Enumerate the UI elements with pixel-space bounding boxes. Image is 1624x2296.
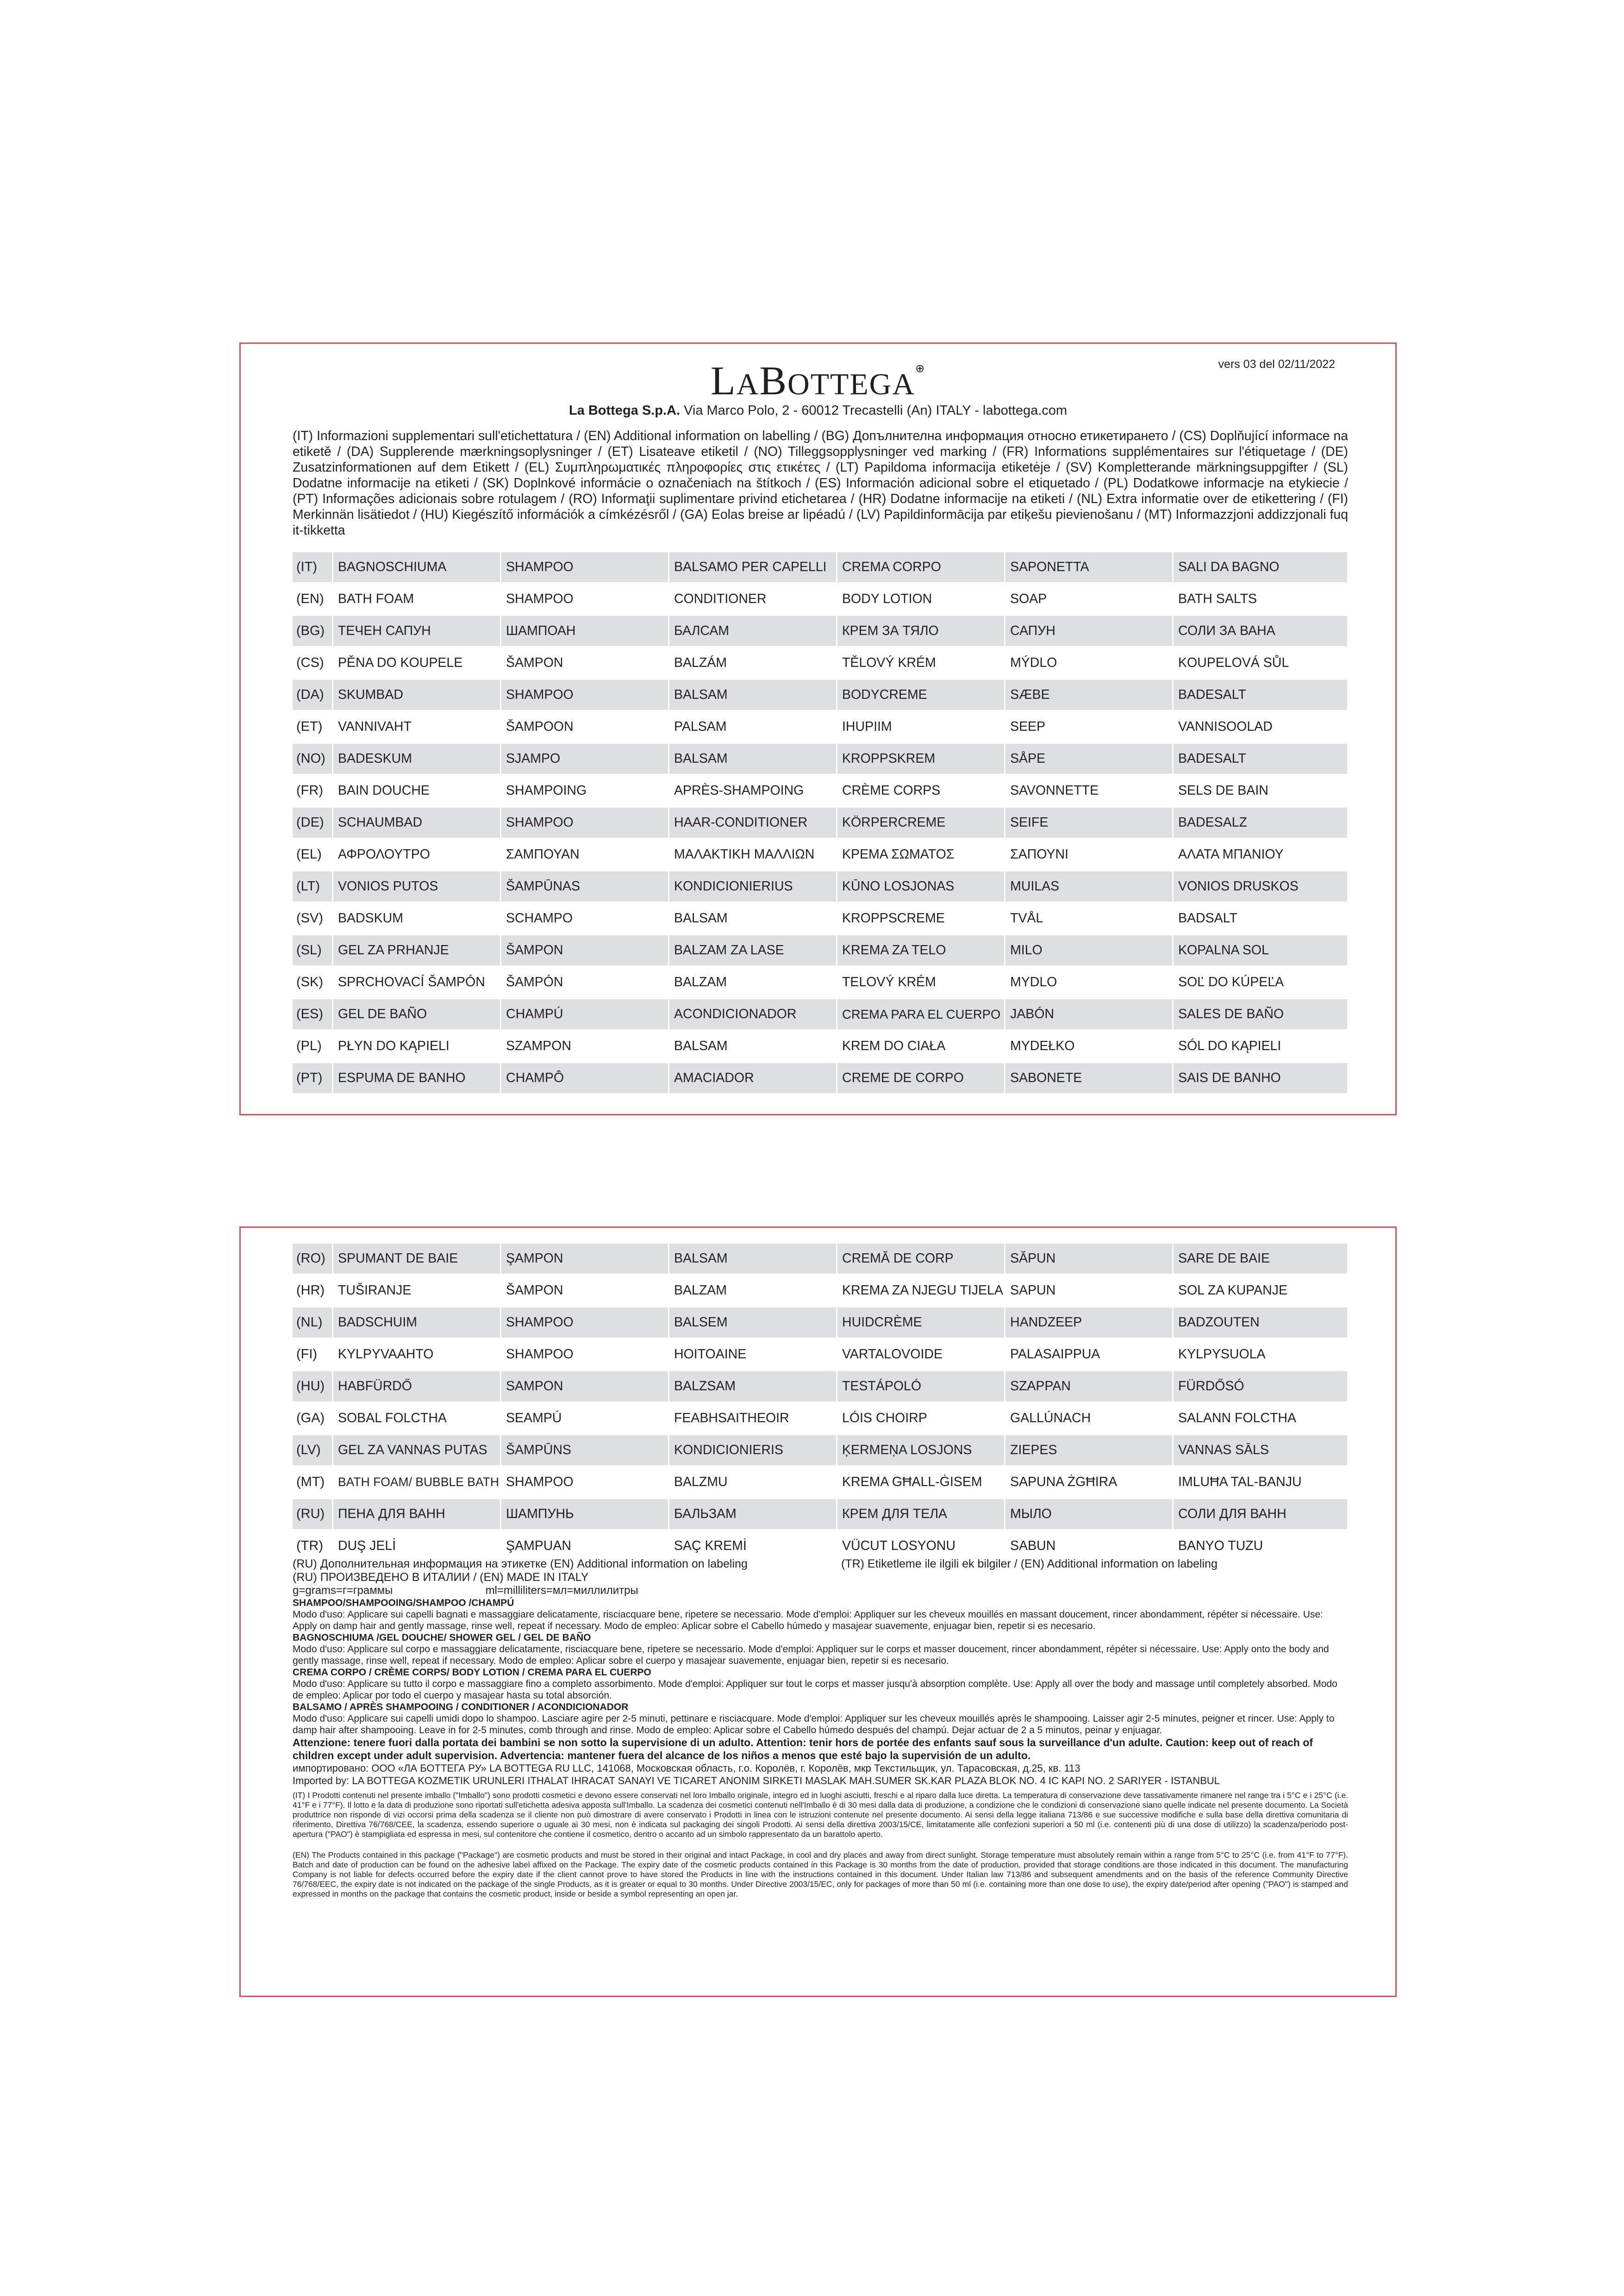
product-name-cell: KROPPSCREME [836,903,1004,933]
product-name-cell: KONDICIONIERIUS [668,871,836,902]
product-name-cell: VONIOS PUTOS [332,871,500,902]
legal-text-it: (IT) I Prodotti contenuti nel presente imballo ("Imballo") sono prodotti cosmetici e devono essere conservati nel loro Imballo originale, integro ed in luoghi asciutti, freschi e al riparo dalla luce diretta. La temperatura di conservazione deve tassativamente rimanere nel range tra i 5°C e i 25°C (i.e. 41°F e i 77°F). Il lotto e la data di produzione sono riportati sull'etichetta adesiva apposta sull'Imballo. La scadenza dei cosmetici contenuti nell'Imballo è di 30 mesi dalla data di produzione, a condizione che le condizioni di conservazione siano quelle indicate nel presente documento. La Società produttrice non risponde di vizi occorsi prima della scadenza se il cliente non può dimostrare di avere conservato i Prodotti in linea con le istruzioni contenute nel presente documento. Ai sensi della legge italiana 713/86 e sue successive modifiche e sulla base della direttiva comunitaria di riferimento, Direttiva 76/768/CEE, la scadenza, essendo superiore o uguale ai 30 mesi, non è indicata sul packaging dei singoli Prodotti. Ai sensi della direttiva 2003/15/CE, limitatamente alle confezioni superiori a 50 ml (i.e. contenenti più di una dose di utilizzo) la scadenza/periodo post-apertura ("PAO") è stampigliata ed espressa in mesi, sul contenitore che contiene il cosmetico, dentro o accanto ad un simbolo rappresentato da un barattolo aperto. [293,1791,1348,1839]
product-name-cell: BALSAMO PER CAPELLI [668,552,836,582]
product-name-cell: KREMA ZA NJEGU TIJELA [836,1276,1004,1306]
language-code: (BG) [293,616,332,646]
company-name: La Bottega S.p.A. [568,403,681,418]
importer-ru: импортировано: ООО «ЛА БОТТЕГА РУ» LA BOTTEGA RU LLC, 141068, Московская область, г.о. Королёв, г. Королёв, мкр Текстильщик, ул. Тарасовская, д.25, кв. 113 [293,1762,1081,1774]
product-name-cell: HAAR-CONDITIONER [668,808,836,838]
product-name-cell: KREM DO CIAŁA [836,1031,1004,1061]
product-name-cell: СОЛИ ДЛЯ ВАНН [1172,1499,1347,1529]
product-name-cell: ĶERMEŅA LOSJONS [836,1435,1004,1465]
product-name-cell: SARE DE BAIE [1172,1244,1347,1274]
product-name-cell: BATH FOAM/ BUBBLE BATH [332,1467,500,1497]
product-name-cell: MYDLO [1004,967,1172,997]
product-name-cell: BADSKUM [332,903,500,933]
conditioner-heading: BALSAMO / APRÈS SHAMPOOING / CONDITIONER / ACONDICIONADOR [293,1702,629,1712]
tr-label: (TR) Etiketleme ile ilgili ek bilgiler / (EN) Additional information on labeling [841,1557,1218,1570]
product-name-cell: MUILAS [1004,871,1172,902]
product-name-cell: BADESALT [1172,744,1347,774]
product-name-cell: BADZOUTEN [1172,1307,1347,1338]
language-code: (SK) [296,975,323,989]
table-row [293,935,1347,965]
product-name-cell: FÜRDŐSÓ [1172,1371,1347,1401]
language-code: (HR) [296,1283,325,1298]
table-row [293,584,1347,614]
product-name-cell: SKUMBAD [332,680,500,710]
table-row [293,1403,1347,1433]
product-name-cell: ΣΑΠΟΥΝΙ [1004,840,1172,870]
product-name-cell: ΚΡΕΜΑ ΣΩΜΑΤΟΣ [836,840,1004,870]
product-name-cell: BALZÁM [668,648,836,678]
product-name-cell: KROPPSKREM [836,744,1004,774]
table-row [293,1244,1347,1274]
product-name-cell: DUŞ JELİ [332,1531,500,1561]
language-code: (EN) [296,591,324,606]
product-name-cell: СОЛИ ЗА ВАНА [1172,616,1347,646]
product-name-cell: TUŠIRANJE [332,1276,500,1306]
table-row [293,1031,1347,1061]
product-name-cell: CREMĂ DE CORP [836,1244,1004,1274]
product-name-cell: PŁYN DO KĄPIELI [332,1031,500,1061]
product-name-cell: CONDITIONER [668,584,836,614]
product-name-cell: CREMA PARA EL CUERPO [836,999,1004,1029]
product-name-cell: ŠAMPŪNS [500,1435,668,1465]
language-code: (FR) [296,783,323,798]
product-name-cell: BAGNOSCHIUMA [332,552,500,582]
product-name-cell: SAÇ KREMİ [668,1531,836,1561]
product-name-cell: SAIS DE BANHO [1172,1063,1347,1093]
product-name-cell: BANYO TUZU [1172,1531,1347,1561]
product-name-cell: FEABHSAITHEOIR [668,1403,836,1433]
labeling-headers [293,1557,1348,1571]
product-name-cell: SAMPON [500,1371,668,1401]
product-name-cell: BATH FOAM [332,584,500,614]
product-name-cell: SPUMANT DE BAIE [332,1244,500,1274]
product-name-cell: БАЛСАМ [668,616,836,646]
product-name-cell: SALES DE BAÑO [1172,999,1347,1029]
made-in: (RU) ПРОИЗВЕДЕНО В ИТАЛИИ / (EN) MADE IN ITALY [293,1571,589,1584]
product-name-cell: ΜΑΛΑΚΤΙΚΗ ΜΑΛΛΙΩΝ [668,840,836,870]
product-name-cell: TELOVÝ KRÉM [836,967,1004,997]
language-code: (PT) [293,1063,332,1093]
product-name-cell: APRÈS-SHAMPOING [668,776,836,806]
shampoo-text: Modo d'uso: Applicare sui capelli bagnati e massaggiare delicatamente, risciacquare bene, ripetere se necessario. Mode d'emploi: Appliquer sur les cheveux mouillés en massant doucement, rincer abondamment, répéter si nécessaire. Use: Apply on damp hair and gently massage, rinse well, repeat if necessary. Modo de empleo: Aplicar sobre el Cabello húmedo y masajear suavemente, enjuagar bien, repetir si es necesario. [293,1609,1323,1631]
table-row [293,808,1347,838]
language-code: (ES) [293,999,332,1029]
translation-table-2 [293,1242,1347,1563]
product-name-cell: BADESKUM [332,744,500,774]
product-name-cell: KONDICIONIERIS [668,1435,836,1465]
product-name-cell: TESTÁPOLÓ [836,1371,1004,1401]
product-name-cell: SABONETE [1004,1063,1172,1093]
product-name-cell: BALZAM ZA LASE [668,935,836,965]
product-name-cell: SALI DA BAGNO [1172,552,1347,582]
product-name-cell: BALSAM [668,744,836,774]
product-name-cell: ШАМПУНЬ [500,1499,668,1529]
product-name-cell: HUIDCRÈME [836,1307,1004,1338]
label-panel-bottom [239,1226,1397,1997]
language-code: (DA) [293,680,332,710]
shampoo-heading: SHAMPOO/SHAMPOOING/SHAMPOO /CHAMPÚ [293,1598,514,1608]
product-name-cell: ТЕЧЕН САПУН [332,616,500,646]
cream-heading: CREMA CORPO / CRÈME CORPS/ BODY LOTION / CREMA PARA EL CUERPO [293,1667,651,1678]
product-name-cell: САПУН [1004,616,1172,646]
table-row [293,712,1347,742]
table-row [293,1531,1347,1561]
product-name-cell: ACONDICIONADOR [668,999,836,1029]
product-name-cell: BALZMU [668,1467,836,1497]
product-name-cell: ŠAMPOON [500,712,668,742]
product-name-cell: BODYCREME [836,680,1004,710]
table-row [293,840,1347,870]
product-name-cell: BALSAM [668,680,836,710]
language-code: (IT) [293,552,332,582]
product-name-cell: KOUPELOVÁ SŮL [1172,648,1347,678]
product-name-cell: BALZSAM [668,1371,836,1401]
product-name-cell: CREME DE CORPO [836,1063,1004,1093]
table-row [293,1276,1347,1306]
language-code: (GA) [296,1411,325,1425]
table-row [293,1499,1347,1529]
product-name-cell: SAPUN [1004,1276,1172,1306]
product-name-cell: ΣΑΜΠΟΥΑΝ [500,840,668,870]
legal-text-en: (EN) The Products contained in this package ("Package") are cosmetic products and must be stored in their original and intact Package, in cool and dry places and away from direct sunlight. Storage temperature must absolutely remain within a range from 5°C to 25°C (i.e. from 41°F to 77°F). Batch and date of production can be found on the adhesive label affixed on the Package. The expiry date of the cosmetic products contained in this Package is 30 months from the date of production, provided that storage conditions are those indicated in this document. The manufacturing Company is not liable for defects occurred before the expiry date if the client cannot prove to have stored the Products in line with the instructions contained in this document. Under Italian law 713/86 and subsequent amendments and on the basis of the reference Community Directive 76/768/EEC, the expiry date is not indicated on the package of the single Products, as it is greater or equal to 30 months. Under Directive 2003/15/EC, only for packages of more than 50 ml (i.e. containing more than one dose to use), the expiry date/period after opening ("PAO") is stamped and expressed in months on the package that contains the cosmetic product, inside or beside a symbol representing an open jar. [293,1850,1348,1898]
language-code: (TR) [296,1538,323,1553]
warning-text: Attenzione: tenere fuori dalla portata dei bambini se non sotto la supervisione di un adulto. Attention: tenir hors de portée des enfants sauf sous la surveillance d'un adulte. Caution: keep out of reach of children except under adult supervision. Advertencia: mantener fuera del alcance de los niños a menos que esté bajo la supervisión de un adulto. [293,1736,1313,1761]
product-name-cell: SHAMPOO [500,1339,668,1369]
product-name-cell: VANNIVAHT [332,712,500,742]
notes-block [293,1557,1348,1899]
product-name-cell: SCHAUMBAD [332,808,500,838]
table-row [293,1467,1347,1497]
product-name-cell: ПЕНА ДЛЯ ВАНН [332,1499,500,1529]
language-code: (HU) [293,1371,332,1401]
product-name-cell: GEL DE BAÑO [332,999,500,1029]
product-name-cell: SABUN [1004,1531,1172,1561]
language-code: (PL) [296,1039,322,1053]
product-name-cell: SEAMPÚ [500,1403,668,1433]
table-row [293,903,1347,933]
product-name-cell: KREMA ZA TELO [836,935,1004,965]
product-name-cell: SHAMPOO [500,680,668,710]
intro-text: (IT) Informazioni supplementari sull'etichettatura / (EN) Additional information on labelling / (BG) Допълнителна информация относно етикетирането / (CS) Doplňující informace na etiketě / (DA) Supplerende mærkningsoplysninger / (ET) Lisateave etiketil / (NO) Tilleggsopplysninger ved marking / (FR) Informations supplémentaires sur l'étiquetage / (DE) Zusatzinformationen auf dem Etikett / (EL) Συμπληρωματικές πληροφορίες στις ετικέτες / (LT) Papildoma informacija etiketėje / (SV) Kompletterande märkningsuppgifter / (SL) Dodatne informacije na etiketi / (SK) Doplnkové informácie o označeniach na štítkoch / (ES) Información adicional sobre el etiquetado / (PL) Dodatkowe informacje na etykiecie / (PT) Informações adicionais sobre rotulagem / (RO) Informaţii suplimentare privind etichetarea / (HR) Dodatne informacije na etiketi / (NL) Extra informatie over de etikettering / (FI) Merkinnän lisätiedot / (HU) Kiegészítő információk a címkézésről / (GA) Eolas breise ar lipéadú / (LV) Papildinformācija par etiķešu pievienošanu / (MT) Informazzjoni addizzjonali fuq it-tikketta [293,429,1348,538]
language-code: (SL) [293,935,332,965]
language-code: (CS) [296,655,324,670]
product-name-cell: SHAMPOO [500,808,668,838]
conditioner-text: Modo d'uso: Applicare sui capelli umidi dopo lo shampoo. Lasciare agire per 2-5 minuti, pettinare e risciacquare. Mode d'emploi: Appliquer sur les cheveux mouillés après le shampooing. Laisser agir 2-5 minutes, peigner et rincer. Use: Apply to damp hair after shampooing. Leave in for 2-5 minutes, comb through and rinse. Modo de empleo: Aplicar sobre el Cabello húmedo después del champú. Dejar actuar de 2 a 5 minutos, peinar y enjuagar. [293,1713,1335,1736]
product-name-cell: BALSAM [668,1031,836,1061]
product-name-cell: SĂPUN [1004,1244,1172,1274]
product-name-cell: CREMA CORPO [836,552,1004,582]
product-name-cell: ΑΦΡΟΛΟΥΤΡΟ [332,840,500,870]
language-code: (NO) [293,744,332,774]
product-name-cell: SÅPE [1004,744,1172,774]
product-name-cell: GALLÚNACH [1004,1403,1172,1433]
product-name-cell: TVÅL [1004,903,1172,933]
table-row [293,967,1347,997]
table-row [293,648,1347,678]
units: g=grams=г=граммы ml=milliliters=мл=миллилитры [293,1584,638,1597]
product-name-cell: VARTALOVOIDE [836,1339,1004,1369]
version-text: vers 03 del 02/11/2022 [1218,358,1335,371]
product-name-cell: BALSAM [668,903,836,933]
product-name-cell: SÆBE [1004,680,1172,710]
product-name-cell: КРЕМ ДЛЯ ТЕЛА [836,1499,1004,1529]
brand-logo: LABOTTEGA⊕ [710,359,926,404]
product-name-cell: VÜCUT LOSYONU [836,1531,1004,1561]
product-name-cell: ŠAMPŪNAS [500,871,668,902]
bath-text: Modo d'uso: Applicare sul corpo e massaggiare delicatamente, risciacquare bene, ripetere se necessario. Mode d'emploi: Appliquer sur le corps et masser doucement, rincer abondamment, répéter si nécessaire. Use: Apply onto the body and gently massage, rinse well, repeat if necessary. Modo de empleo: Aplicar sobre el cuerpo y masajear suavemente, enjuagar bien, repetir si es necesario. [293,1644,1329,1666]
label-panel-top [239,342,1397,1115]
product-name-cell: SJAMPO [500,744,668,774]
language-code: (RU) [293,1499,332,1529]
company-info [241,403,1395,418]
table-row [293,776,1347,806]
product-name-cell: HANDZEEP [1004,1307,1172,1338]
product-name-cell: CHAMPÔ [500,1063,668,1093]
bath-heading: BAGNOSCHIUMA /GEL DOUCHE/ SHOWER GEL / GEL DE BAÑO [293,1632,591,1643]
product-name-cell: VANNISOOLAD [1172,712,1347,742]
product-name-cell: PĚNA DO KOUPELE [332,648,500,678]
product-name-cell: CRÈME CORPS [836,776,1004,806]
product-name-cell: SEIFE [1004,808,1172,838]
product-name-cell: VONIOS DRUSKOS [1172,871,1347,902]
language-code: (NL) [293,1307,332,1338]
product-name-cell: SÓL DO KĄPIELI [1172,1031,1347,1061]
product-name-cell: LÓIS CHOIRP [836,1403,1004,1433]
product-name-cell: БАЛЬЗАМ [668,1499,836,1529]
product-name-cell: BATH SALTS [1172,584,1347,614]
product-name-cell: PALSAM [668,712,836,742]
product-name-cell: BADSALT [1172,903,1347,933]
product-name-cell: MÝDLO [1004,648,1172,678]
product-name-cell: BALZAM [668,967,836,997]
table-row [293,680,1347,710]
product-name-cell: KOPALNA SOL [1172,935,1347,965]
product-name-cell: ŠAMPON [500,935,668,965]
table-row [293,1339,1347,1369]
product-name-cell: SOBAL FOLCTHA [332,1403,500,1433]
product-name-cell: ŠAMPÓN [500,967,668,997]
language-code: (FI) [296,1347,318,1362]
product-name-cell: PALASAIPPUA [1004,1339,1172,1369]
table-row [293,1063,1347,1093]
language-code: (MT) [296,1475,325,1489]
product-name-cell: JABÓN [1004,999,1172,1029]
product-name-cell: KYLPYVAAHTO [332,1339,500,1369]
product-name-cell: GEL ZA PRHANJE [332,935,500,965]
table-row [293,1371,1347,1401]
product-name-cell: SOĽ DO KÚPEĽA [1172,967,1347,997]
table-row [293,744,1347,774]
table-row [293,552,1347,582]
product-name-cell: SHAMPOING [500,776,668,806]
product-name-cell: КРЕМ ЗА ТЯЛО [836,616,1004,646]
product-name-cell: SHAMPOO [500,1307,668,1338]
language-code: (EL) [296,847,322,862]
product-name-cell: BADESALZ [1172,808,1347,838]
product-name-cell: МЫЛО [1004,1499,1172,1529]
product-name-cell: SHAMPOO [500,552,668,582]
product-name-cell: HABFÜRDŐ [332,1371,500,1401]
product-name-cell: SEEP [1004,712,1172,742]
table-row [293,1435,1347,1465]
importer-tr: Imported by: LA BOTTEGA KOZMETIK URUNLERI ITHALAT IHRACAT SANAYI VE TICARET ANONIM SIRKETI MASLAK MAH.SUMER SK.KAR PLAZA BLOK NO. 4 IC KAPI NO. 2 SARIYER - ISTANBUL [293,1775,1220,1786]
table-row [293,616,1347,646]
table-row [293,871,1347,902]
product-name-cell: SAPUNA ŻGĦIRA [1004,1467,1172,1497]
product-name-cell: CHAMPÚ [500,999,668,1029]
product-name-cell: IMLUĦA TAL-BANJU [1172,1467,1347,1497]
product-name-cell: BALSEM [668,1307,836,1338]
product-name-cell: ŠAMPON [500,648,668,678]
table-row [293,1307,1347,1338]
product-name-cell: SAVONNETTE [1004,776,1172,806]
product-name-cell: ŞAMPON [500,1244,668,1274]
product-name-cell: KÖRPERCREME [836,808,1004,838]
brand-logo-wordmark: LABOTTEGA [710,359,915,404]
language-code: (ET) [296,719,323,734]
product-name-cell: GEL ZA VANNAS PUTAS [332,1435,500,1465]
product-name-cell: SHAMPOO [500,1467,668,1497]
product-name-cell: SOL ZA KUPANJE [1172,1276,1347,1306]
language-code: (DE) [293,808,332,838]
table-row [293,999,1347,1029]
product-name-cell: AMACIADOR [668,1063,836,1093]
product-name-cell: ŠAMPON [500,1276,668,1306]
company-address: Via Marco Polo, 2 - 60012 Trecastelli (An) ITALY - labottega.com [680,403,1068,418]
product-name-cell: SCHAMPO [500,903,668,933]
product-name-cell: VANNAS SĀLS [1172,1435,1347,1465]
product-name-cell: ESPUMA DE BANHO [332,1063,500,1093]
product-name-cell: BALSAM [668,1244,836,1274]
product-name-cell: KREMA GĦALL-ĠISEM [836,1467,1004,1497]
language-code: (LV) [293,1435,332,1465]
product-name-cell: BADSCHUIM [332,1307,500,1338]
product-name-cell: BADESALT [1172,680,1347,710]
product-name-cell: ШАМПОАН [500,616,668,646]
ru-label: (RU) Дополнительная информация на этикетке (EN) Additional information on labeling [293,1557,748,1570]
product-name-cell: KYLPYSUOLA [1172,1339,1347,1369]
product-name-cell: MYDEŁKO [1004,1031,1172,1061]
product-name-cell: SHAMPOO [500,584,668,614]
product-name-cell: SZAMPON [500,1031,668,1061]
product-name-cell: ŞAMPUAN [500,1531,668,1561]
product-name-cell: SALANN FOLCTHA [1172,1403,1347,1433]
product-name-cell: BODY LOTION [836,584,1004,614]
translation-table-1 [293,550,1347,1095]
product-name-cell: IHUPIIM [836,712,1004,742]
cream-text: Modo d'uso: Applicare su tutto il corpo e massaggiare fino a completo assorbimento. Mode d'emploi: Appliquer sur tout le corps et masser jusqu'à absorption complète. Use: Apply all over the body and massage until completely absorbed. Modo de empleo: Aplicar por todo el cuerpo y masajear hasta su total absorción. [293,1679,1337,1701]
product-name-cell: BALZAM [668,1276,836,1306]
product-name-cell: BAIN DOUCHE [332,776,500,806]
product-name-cell: SOAP [1004,584,1172,614]
product-name-cell: SELS DE BAIN [1172,776,1347,806]
language-code: (LT) [293,871,332,902]
language-code: (RO) [293,1244,332,1274]
product-name-cell: SAPONETTA [1004,552,1172,582]
language-code: (SV) [296,911,323,926]
product-name-cell: HOITOAINE [668,1339,836,1369]
product-name-cell: SPRCHOVACÍ ŠAMPÓN [332,967,500,997]
product-name-cell: TĚLOVÝ KRÉM [836,648,1004,678]
product-name-cell: ΑΛΑΤΑ ΜΠΑΝΙΟΥ [1172,840,1347,870]
product-name-cell: KŪNO LOSJONAS [836,871,1004,902]
product-name-cell: MILO [1004,935,1172,965]
product-name-cell: SZAPPAN [1004,1371,1172,1401]
product-name-cell: ZIEPES [1004,1435,1172,1465]
